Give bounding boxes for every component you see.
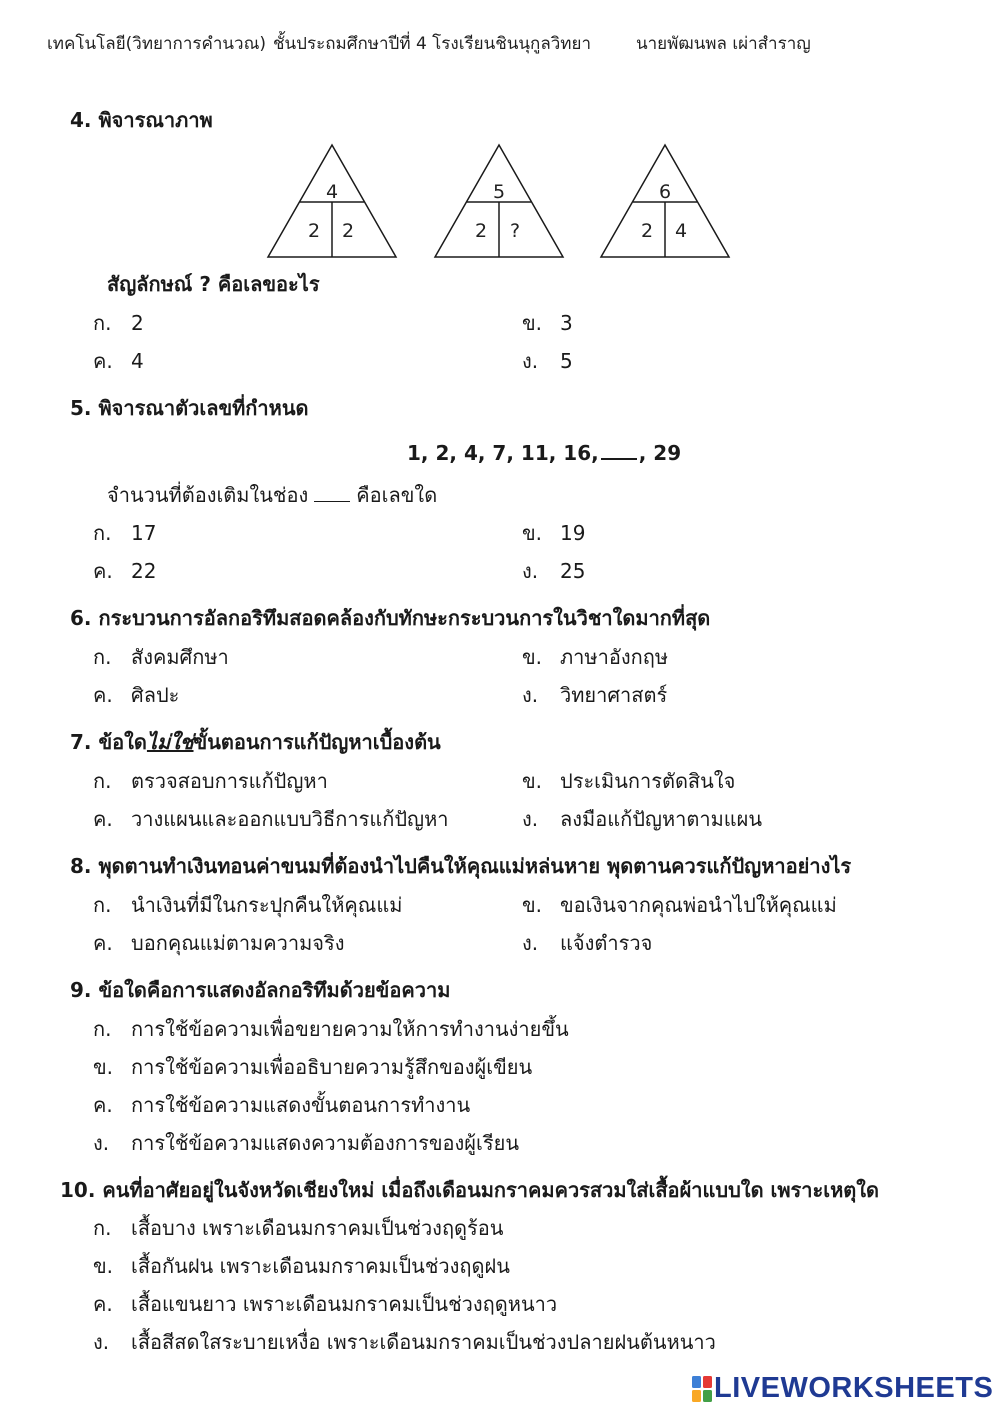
prompt-blank <box>314 483 350 502</box>
header-subject: เทคโนโลยี(วิทยาการคำนวณ) <box>47 34 266 54</box>
triangle-2-top: 5 <box>492 181 506 203</box>
question-7-emphasis: ไม่ใช่ <box>146 730 194 754</box>
triangle-3-left: 2 <box>640 220 654 242</box>
question-9-title: 9. ข้อใดคือการแสดงอัลกอริทึมด้วยข้อความ <box>70 978 451 1002</box>
question-4-option[interactable]: ข. 3 <box>522 311 573 335</box>
triangle-2-right: ? <box>509 220 521 242</box>
question-4-option[interactable]: ค. 4 <box>93 349 144 373</box>
logo-text: LIVEWORKSHEETS <box>714 1372 994 1404</box>
question-6-option[interactable]: ข. ภาษาอังกฤษ <box>522 645 669 669</box>
question-8-title: 8. พุดตานทำเงินทอนค่าขนมที่ต้องนำไปคืนให้คุณแม่หล่นหาย พุดตานควรแก้ปัญหาอย่างไร <box>70 854 852 878</box>
question-10-option[interactable]: ก. เสื้อบาง เพราะเดือนมกราคมเป็นช่วงฤดูร้อน <box>93 1216 504 1240</box>
liveworksheets-logo <box>692 1372 993 1405</box>
question-7-option[interactable]: ข. ประเมินการตัดสินใจ <box>522 769 736 793</box>
question-4-option[interactable]: ง. 5 <box>522 349 573 373</box>
question-7-option[interactable]: ง. ลงมือแก้ปัญหาตามแผน <box>522 807 763 831</box>
header-grade-school: ชั้นประถมศึกษาปีที่ 4 โรงเรียนชินนุกูลวิทยา <box>273 34 592 54</box>
question-5-option[interactable]: ข. 19 <box>522 521 586 545</box>
question-9-option[interactable]: ก. การใช้ข้อความเพื่อขยายความให้การทำงานง่ายขึ้น <box>93 1017 569 1041</box>
number-triangle-1 <box>266 143 398 259</box>
question-6-option[interactable]: ก. สังคมศึกษา <box>93 645 229 669</box>
question-5-title: 5. พิจารณาตัวเลขที่กำหนด <box>70 396 309 420</box>
question-8-option[interactable]: ค. บอกคุณแม่ตามความจริง <box>93 931 345 955</box>
question-5-option[interactable]: ค. 22 <box>93 559 157 583</box>
triangle-1-top: 4 <box>325 181 339 203</box>
question-8-option[interactable]: ก. นำเงินที่มีในกระปุกคืนให้คุณแม่ <box>93 893 403 917</box>
number-sequence: 1, 2, 4, 7, 11, 16, , 29 <box>407 441 682 465</box>
question-8-option[interactable]: ข. ขอเงินจากคุณพ่อนำไปให้คุณแม่ <box>522 893 837 917</box>
question-10-option[interactable]: ค. เสื้อแขนยาว เพราะเดือนมกราคมเป็นช่วงฤดูหนาว <box>93 1292 558 1316</box>
question-10-title: 10. คนที่อาศัยอยู่ในจังหวัดเชียงใหม่ เมื่อถึงเดือนมกราคมควรสวมใส่เสื้อผ้าแบบใด เพราะเหตุใด <box>60 1178 880 1202</box>
question-7-option[interactable]: ค. วางแผนและออกแบบวิธีการแก้ปัญหา <box>93 807 449 831</box>
question-6-title: 6. กระบวนการอัลกอริทึมสอดคล้องกับทักษะกระบวนการในวิชาใดมากที่สุด <box>70 606 711 630</box>
question-8-option[interactable]: ง. แจ้งตำรวจ <box>522 931 653 955</box>
triangle-3-top: 6 <box>658 181 672 203</box>
sequence-blank[interactable] <box>601 440 637 460</box>
question-7-option[interactable]: ก. ตรวจสอบการแก้ปัญหา <box>93 769 328 793</box>
question-9-option[interactable]: ง. การใช้ข้อความแสดงความต้องการของผู้เรียน <box>93 1131 519 1155</box>
question-4-option[interactable]: ก. 2 <box>93 311 144 335</box>
question-9-option[interactable]: ข. การใช้ข้อความเพื่ออธิบายความรู้สึกของผู้เขียน <box>93 1055 533 1079</box>
question-5-prompt: จำนวนที่ต้องเติมในช่อง คือเลขใด <box>107 483 438 507</box>
number-triangle-3 <box>599 143 731 259</box>
number-triangle-2 <box>433 143 565 259</box>
question-7-title: 7. ข้อใดไม่ใช่ขั้นตอนการแก้ปัญหาเบื้องต้น <box>70 730 441 754</box>
liveworksheets-logo-icon <box>692 1376 712 1402</box>
triangle-1-right: 2 <box>341 220 355 242</box>
question-5-option[interactable]: ก. 17 <box>93 521 157 545</box>
question-4-title: 4. พิจารณาภาพ <box>70 108 213 132</box>
question-6-option[interactable]: ค. ศิลปะ <box>93 683 180 707</box>
question-10-option[interactable]: ข. เสื้อกันฝน เพราะเดือนมกราคมเป็นช่วงฤดูฝน <box>93 1254 510 1278</box>
triangle-2-left: 2 <box>474 220 488 242</box>
question-9-option[interactable]: ค. การใช้ข้อความแสดงขั้นตอนการทำงาน <box>93 1093 471 1117</box>
triangle-3-right: 4 <box>674 220 688 242</box>
question-4-prompt: สัญลักษณ์ ? คือเลขอะไร <box>107 272 320 296</box>
header-teacher: นายพัฒนพล เผ่าสำราญ <box>636 34 811 54</box>
triangle-1-left: 2 <box>307 220 321 242</box>
question-10-option[interactable]: ง. เสื้อสีสดใสระบายเหงื่อ เพราะเดือนมกราคมเป็นช่วงปลายฝนต้นหนาว <box>93 1330 716 1354</box>
question-5-option[interactable]: ง. 25 <box>522 559 586 583</box>
question-6-option[interactable]: ง. วิทยาศาสตร์ <box>522 683 668 707</box>
